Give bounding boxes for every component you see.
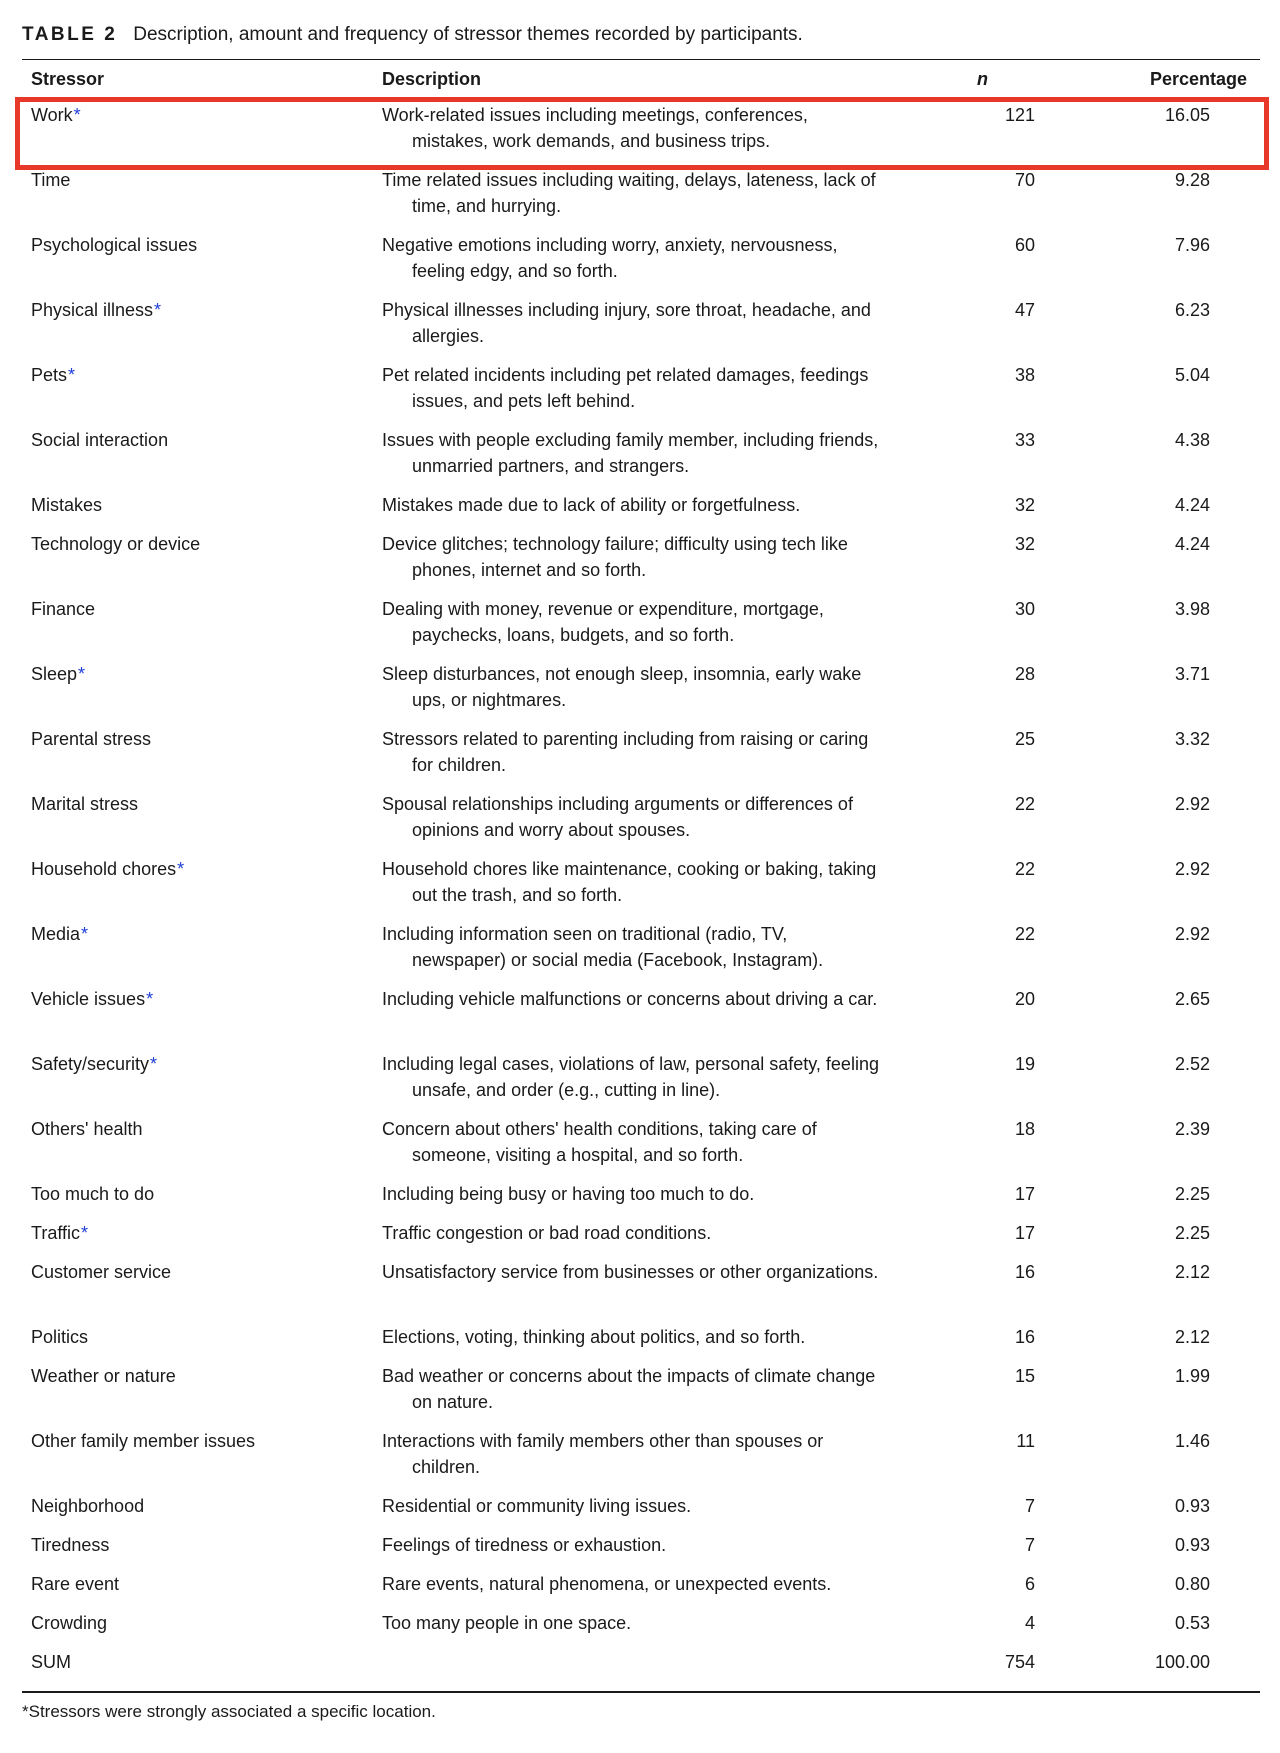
percentage-cell — [1090, 1116, 1210, 1142]
n-cell-text: 121 — [1004, 105, 1035, 125]
percentage-cell — [1090, 492, 1210, 518]
stressor-cell — [31, 1493, 351, 1519]
table-row — [22, 986, 1260, 1051]
percentage-cell — [1090, 1051, 1210, 1077]
location-asterisk: * — [68, 365, 76, 385]
percentage-cell-text: 1.46 — [1174, 1431, 1210, 1451]
percentage-cell — [1090, 297, 1210, 323]
description-cell-text: Too many people in one space. — [382, 1613, 632, 1633]
stressor-cell — [31, 427, 351, 453]
percentage-cell-text: 2.25 — [1174, 1184, 1210, 1204]
stressor-cell — [31, 232, 351, 258]
description-cell-text: Residential or community living issues. — [382, 1496, 692, 1516]
stressor-cell-text: Crowding — [31, 1613, 108, 1633]
description-cell-text: Unsatisfactory service from businesses or other organizations. — [382, 1262, 879, 1282]
table-row — [22, 1571, 1260, 1610]
percentage-cell-text: 2.92 — [1174, 859, 1210, 879]
description-cell — [382, 1220, 882, 1246]
percentage-cell — [1090, 986, 1210, 1012]
table-row — [22, 102, 1260, 167]
description-cell — [382, 167, 882, 219]
n-cell — [962, 1428, 1035, 1454]
percentage-cell — [1090, 1493, 1210, 1519]
percentage-cell-text: 1.99 — [1174, 1366, 1210, 1386]
stressor-cell-text: Parental stress — [31, 729, 152, 749]
n-cell-text: 22 — [1014, 859, 1035, 879]
percentage-cell — [1090, 1181, 1210, 1207]
n-cell-text: 32 — [1014, 495, 1035, 515]
table-caption — [22, 22, 1262, 48]
stressor-cell-text: Others' health — [31, 1119, 143, 1139]
stressor-cell — [31, 1181, 351, 1207]
table-row — [22, 531, 1260, 596]
percentage-cell — [1090, 232, 1210, 258]
n-cell — [962, 596, 1035, 622]
percentage-cell-text: 3.71 — [1174, 664, 1210, 684]
percentage-cell-text: 5.04 — [1174, 365, 1210, 385]
stressor-cell-text: Tiredness — [31, 1535, 110, 1555]
stressor-cell-text: Physical illness* — [31, 300, 162, 320]
n-cell-text: 16 — [1014, 1327, 1035, 1347]
description-cell-text: Negative emotions including worry, anxiety, nervousness, feeling edgy, and so forth. — [382, 235, 838, 281]
n-cell — [962, 1259, 1035, 1285]
description-cell-text: Time related issues including waiting, delays, lateness, lack of time, and hurrying. — [382, 170, 876, 216]
top-rule — [22, 59, 1260, 60]
description-cell — [382, 791, 882, 843]
header-n: n — [977, 69, 988, 89]
n-cell — [962, 427, 1035, 453]
stressor-cell-text: Other family member issues — [31, 1431, 256, 1451]
bottom-rule — [22, 1691, 1260, 1693]
n-cell-text: 754 — [1004, 1652, 1035, 1672]
table-row — [22, 596, 1260, 661]
description-cell — [382, 1610, 882, 1636]
description-cell — [382, 1428, 882, 1480]
table-row — [22, 1259, 1260, 1324]
description-cell — [382, 1324, 882, 1350]
table-row — [22, 1428, 1260, 1493]
percentage-cell-text: 2.25 — [1174, 1223, 1210, 1243]
description-cell-text: Including legal cases, violations of law, personal safety, feeling unsafe, and order (e.g., cutting in line). — [382, 1054, 879, 1100]
table-label: TABLE 2 — [22, 24, 118, 45]
n-cell — [962, 1181, 1035, 1207]
description-cell — [382, 1051, 882, 1103]
percentage-cell — [1090, 1363, 1210, 1389]
percentage-cell — [1090, 362, 1210, 388]
table-row — [22, 297, 1260, 362]
stressor-cell-text: Neighborhood — [31, 1496, 145, 1516]
stressor-cell — [31, 1649, 351, 1675]
stressor-cell-text: Traffic* — [31, 1223, 89, 1243]
description-cell — [382, 596, 882, 648]
description-cell — [382, 102, 882, 154]
table-row — [22, 1324, 1260, 1363]
stressor-cell — [31, 986, 351, 1012]
percentage-cell-text: 2.65 — [1174, 989, 1210, 1009]
n-cell-text: 28 — [1014, 664, 1035, 684]
stressor-cell — [31, 661, 351, 687]
description-cell-text: Concern about others' health conditions, taking care of someone, visiting a hospital, and so forth. — [382, 1119, 817, 1165]
description-cell — [382, 921, 882, 973]
percentage-cell — [1090, 921, 1210, 947]
percentage-cell-text: 2.92 — [1174, 924, 1210, 944]
stressor-cell — [31, 1610, 351, 1636]
percentage-cell — [1090, 427, 1210, 453]
stressor-cell — [31, 531, 351, 557]
percentage-cell — [1090, 856, 1210, 882]
percentage-cell-text: 4.38 — [1174, 430, 1210, 450]
n-cell-text: 60 — [1014, 235, 1035, 255]
location-asterisk: * — [81, 924, 89, 944]
n-cell-text: 70 — [1014, 170, 1035, 190]
table-row — [22, 492, 1260, 531]
footnote: *Stressors were strongly associated a specific location. — [22, 1702, 436, 1721]
n-cell — [962, 531, 1035, 557]
table-row — [22, 1532, 1260, 1571]
description-cell — [382, 1116, 882, 1168]
percentage-cell-text: 0.93 — [1174, 1496, 1210, 1516]
description-cell — [382, 726, 882, 778]
n-cell-text: 17 — [1014, 1184, 1035, 1204]
percentage-cell-text: 4.24 — [1174, 534, 1210, 554]
n-cell-text: 25 — [1014, 729, 1035, 749]
n-cell — [962, 102, 1035, 128]
percentage-cell-text: 3.98 — [1174, 599, 1210, 619]
description-cell-text: Spousal relationships including arguments or differences of opinions and worry about spouses. — [382, 794, 853, 840]
description-cell-text: Work-related issues including meetings, conferences, mistakes, work demands, and business trips. — [382, 105, 808, 151]
n-cell — [962, 1363, 1035, 1389]
n-cell — [962, 492, 1035, 518]
stressor-cell — [31, 596, 351, 622]
stressor-cell-text: Time — [31, 170, 71, 190]
n-cell — [962, 1324, 1035, 1350]
table-row — [22, 921, 1260, 986]
table-row — [22, 167, 1260, 232]
stressor-cell-text: SUM — [31, 1652, 71, 1672]
description-cell — [382, 986, 882, 1012]
n-cell-text: 6 — [1024, 1574, 1035, 1594]
n-cell — [962, 986, 1035, 1012]
description-cell-text: Mistakes made due to lack of ability or forgetfulness. — [382, 495, 801, 515]
n-cell — [962, 1571, 1035, 1597]
table-body — [22, 102, 1260, 1688]
percentage-cell-text: 0.53 — [1174, 1613, 1210, 1633]
table-row — [22, 1116, 1260, 1181]
n-cell-text: 4 — [1024, 1613, 1035, 1633]
description-cell-text: Issues with people excluding family member, including friends, unmarried partners, and strangers. — [382, 430, 879, 476]
n-cell-text: 7 — [1024, 1535, 1035, 1555]
percentage-cell-text: 4.24 — [1174, 495, 1210, 515]
table-header — [22, 66, 1260, 92]
stressor-cell-text: Too much to do — [31, 1184, 155, 1204]
table-row — [22, 856, 1260, 921]
percentage-cell-text: 9.28 — [1174, 170, 1210, 190]
location-asterisk: * — [150, 1054, 158, 1074]
n-cell — [962, 362, 1035, 388]
percentage-cell-text: 7.96 — [1174, 235, 1210, 255]
description-cell-text: Physical illnesses including injury, sore throat, headache, and allergies. — [382, 300, 871, 346]
stressor-cell-text: Rare event — [31, 1574, 120, 1594]
description-cell-text: Device glitches; technology failure; difficulty using tech like phones, internet and so forth. — [382, 534, 848, 580]
stressor-cell — [31, 1363, 351, 1389]
n-cell-text: 18 — [1014, 1119, 1035, 1139]
n-cell — [962, 921, 1035, 947]
percentage-cell — [1090, 167, 1210, 193]
percentage-cell — [1090, 1259, 1210, 1285]
stressor-cell-text: Media* — [31, 924, 89, 944]
stressor-cell-text: Psychological issues — [31, 235, 198, 255]
n-cell — [962, 791, 1035, 817]
stressor-cell-text: Finance — [31, 599, 96, 619]
percentage-cell — [1090, 596, 1210, 622]
description-cell — [382, 427, 882, 479]
description-cell — [382, 531, 882, 583]
percentage-cell — [1090, 1428, 1210, 1454]
n-cell — [962, 1493, 1035, 1519]
table-row — [22, 1363, 1260, 1428]
stressor-cell — [31, 1259, 351, 1285]
stressor-cell — [31, 1116, 351, 1142]
percentage-cell-text: 0.80 — [1174, 1574, 1210, 1594]
n-cell-text: 19 — [1014, 1054, 1035, 1074]
table-row — [22, 1610, 1260, 1649]
n-cell — [962, 1116, 1035, 1142]
stressor-cell — [31, 791, 351, 817]
description-cell-text: Feelings of tiredness or exhaustion. — [382, 1535, 667, 1555]
n-cell-text: 22 — [1014, 794, 1035, 814]
location-asterisk: * — [154, 300, 162, 320]
location-asterisk: * — [177, 859, 185, 879]
percentage-cell — [1090, 1532, 1210, 1558]
stressor-cell — [31, 167, 351, 193]
table-row — [22, 427, 1260, 492]
description-cell-text: Stressors related to parenting including from raising or caring for children. — [382, 729, 869, 775]
description-cell — [382, 661, 882, 713]
description-cell — [382, 1493, 882, 1519]
percentage-cell-text: 16.05 — [1164, 105, 1210, 125]
stressor-cell-text: Weather or nature — [31, 1366, 176, 1386]
n-cell — [962, 1649, 1035, 1675]
stressor-cell — [31, 1051, 351, 1077]
percentage-cell — [1090, 661, 1210, 687]
percentage-cell — [1090, 726, 1210, 752]
n-cell-text: 22 — [1014, 924, 1035, 944]
percentage-cell-text: 100.00 — [1154, 1652, 1210, 1672]
n-cell-text: 17 — [1014, 1223, 1035, 1243]
header-percentage: Percentage — [1149, 69, 1247, 89]
percentage-cell — [1090, 531, 1210, 557]
description-cell — [382, 1181, 882, 1207]
stressor-cell-text: Mistakes — [31, 495, 103, 515]
percentage-cell-text: 3.32 — [1174, 729, 1210, 749]
table-row — [22, 1051, 1260, 1116]
stressor-cell — [31, 362, 351, 388]
n-cell — [962, 167, 1035, 193]
stressor-cell-text: Politics — [31, 1327, 89, 1347]
n-cell — [962, 232, 1035, 258]
stressor-cell — [31, 1532, 351, 1558]
description-cell-text: Pet related incidents including pet related damages, feedings issues, and pets left behind. — [382, 365, 869, 411]
percentage-cell-text: 6.23 — [1174, 300, 1210, 320]
description-cell — [382, 297, 882, 349]
table-row — [22, 1493, 1260, 1532]
description-cell — [382, 1259, 882, 1285]
description-cell — [382, 232, 882, 284]
n-cell-text: 38 — [1014, 365, 1035, 385]
stressor-cell-text: Household chores* — [31, 859, 185, 879]
stressor-cell-text: Technology or device — [31, 534, 201, 554]
n-cell-text: 16 — [1014, 1262, 1035, 1282]
location-asterisk: * — [78, 664, 86, 684]
percentage-cell — [1090, 1324, 1210, 1350]
table-row — [22, 726, 1260, 791]
stressor-cell — [31, 856, 351, 882]
percentage-cell-text: 2.39 — [1174, 1119, 1210, 1139]
header-stressor: Stressor — [31, 69, 105, 89]
stressor-cell — [31, 726, 351, 752]
description-cell-text: Bad weather or concerns about the impacts of climate change on nature. — [382, 1366, 876, 1412]
n-cell — [962, 1532, 1035, 1558]
stressor-cell-text: Customer service — [31, 1262, 172, 1282]
stressor-cell-text: Sleep* — [31, 664, 86, 684]
percentage-cell-text: 2.52 — [1174, 1054, 1210, 1074]
n-cell-text: 15 — [1014, 1366, 1035, 1386]
percentage-cell — [1090, 1571, 1210, 1597]
n-cell — [962, 726, 1035, 752]
n-cell-text: 7 — [1024, 1496, 1035, 1516]
n-cell — [962, 856, 1035, 882]
stressor-cell — [31, 1220, 351, 1246]
n-cell-text: 47 — [1014, 300, 1035, 320]
table-row — [22, 1220, 1260, 1259]
n-cell — [962, 1220, 1035, 1246]
stressor-cell — [31, 492, 351, 518]
percentage-cell — [1090, 1610, 1210, 1636]
n-cell — [962, 661, 1035, 687]
description-cell — [382, 1571, 882, 1597]
description-cell-text: Including being busy or having too much to do. — [382, 1184, 755, 1204]
percentage-cell — [1090, 102, 1210, 128]
percentage-cell-text: 2.12 — [1174, 1327, 1210, 1347]
stressor-cell-text: Marital stress — [31, 794, 139, 814]
table-row — [22, 1181, 1260, 1220]
stressor-cell — [31, 1428, 351, 1454]
location-asterisk: * — [81, 1223, 89, 1243]
table-row — [22, 232, 1260, 297]
table-row — [22, 661, 1260, 726]
description-cell-text: Rare events, natural phenomena, or unexpected events. — [382, 1574, 832, 1594]
stressor-cell-text: Vehicle issues* — [31, 989, 154, 1009]
n-cell-text: 33 — [1014, 430, 1035, 450]
description-cell — [382, 1363, 882, 1415]
n-cell-text: 20 — [1014, 989, 1035, 1009]
table-row — [22, 362, 1260, 427]
description-cell-text: Including information seen on traditional (radio, TV, newspaper) or social media (Facebook, Instagram). — [382, 924, 824, 970]
percentage-cell-text: 2.92 — [1174, 794, 1210, 814]
description-cell-text: Elections, voting, thinking about politics, and so forth. — [382, 1327, 806, 1347]
stressor-cell-text: Safety/security* — [31, 1054, 158, 1074]
description-cell — [382, 492, 882, 518]
stressor-cell-text: Work* — [31, 105, 81, 125]
stressor-cell-text: Social interaction — [31, 430, 169, 450]
header-description: Description — [382, 69, 482, 89]
percentage-cell-text: 2.12 — [1174, 1262, 1210, 1282]
n-cell — [962, 1051, 1035, 1077]
stressor-cell — [31, 297, 351, 323]
stressor-cell — [31, 1324, 351, 1350]
stressor-cell — [31, 102, 351, 128]
description-cell — [382, 1532, 882, 1558]
table-title: Description, amount and frequency of stressor themes recorded by participants. — [133, 24, 803, 45]
stressor-cell-text: Pets* — [31, 365, 76, 385]
description-cell-text: Traffic congestion or bad road conditions. — [382, 1223, 712, 1243]
location-asterisk: * — [146, 989, 154, 1009]
stressor-cell — [31, 1571, 351, 1597]
stressor-cell — [31, 921, 351, 947]
description-cell-text: Sleep disturbances, not enough sleep, insomnia, early wake ups, or nightmares. — [382, 664, 862, 710]
description-cell-text: Including vehicle malfunctions or concerns about driving a car. — [382, 989, 878, 1009]
description-cell — [382, 362, 882, 414]
description-cell — [382, 856, 882, 908]
n-cell-text: 32 — [1014, 534, 1035, 554]
location-asterisk: * — [73, 105, 81, 125]
n-cell — [962, 1610, 1035, 1636]
description-cell-text: Dealing with money, revenue or expenditure, mortgage, paychecks, loans, budgets, and so forth. — [382, 599, 824, 645]
percentage-cell — [1090, 1649, 1210, 1675]
n-cell-text: 30 — [1014, 599, 1035, 619]
percentage-cell — [1090, 1220, 1210, 1246]
percentage-cell-text: 0.93 — [1174, 1535, 1210, 1555]
table-row — [22, 1649, 1260, 1688]
n-cell — [962, 297, 1035, 323]
n-cell-text: 11 — [1016, 1431, 1035, 1451]
description-cell-text: Household chores like maintenance, cooking or baking, taking out the trash, and so forth. — [382, 859, 877, 905]
description-cell-text: Interactions with family members other than spouses or children. — [382, 1431, 824, 1477]
percentage-cell — [1090, 791, 1210, 817]
table-row — [22, 791, 1260, 856]
